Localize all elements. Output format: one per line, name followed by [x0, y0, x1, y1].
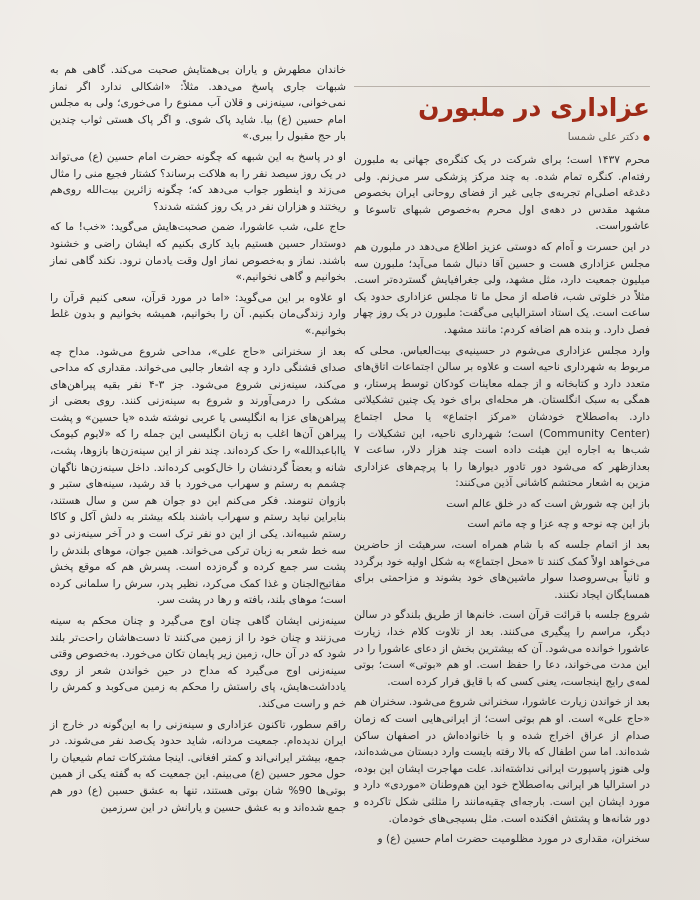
poem-line: باز این چه شورش است که در خلق عالم است [446, 497, 650, 510]
paragraph: او در پاسخ به این شبهه که چگونه حضرت امام حسین (ع) می‌تواند در یک روز سیصد نفر را به هلاکت برساند؟ کشتار فجیع منی را مثال می‌زند و اینطور جواب می‌دهد که؛ چگونه زائرین بیت‌الله روی‌هم ریختند و هزاران نفر در یک روز کشته شدند؟ [50, 150, 346, 213]
paragraph: راقم سطور، تاکنون عزاداری و سینه‌زنی را به این‌گونه در خارج از ایران ندیده‌ام. جمعیت مردانه، شاید حدود یک‌صد نفر می‌شوند. در جمع، بیشتر ایرانی‌اند و کمتر افغانی. اینجا مشترکات تمام شیعیان را حول محور حسین (ع) می‌بینم. این جمعیت که به گفته یکی از همین بوتی‌ها 90% شان بوتی هستند، تنها به عشق حسین (ع) دور هم جمع شده‌اند و به عشق حسین و یارانش در این سرزمین [50, 718, 346, 814]
paragraph: محرم ۱۴۳۷ است؛ برای شرکت در یک کنگره‌ی جهانی به ملبورن رفته‌ام. کنگره تمام شده. به چند مرکز پزشکی سر می‌زنم. ولی دغدغه اصلی‌ام تجربه‌ی جایی غیر از فضای روحانی ایران بخصوص مشهد مقدس در دهه‌ی اول محرم به‌خصوص شبهای تاسوعا و عاشوراست. [354, 154, 650, 233]
poem-line: باز این چه نوحه و چه عزا و چه ماتم است [467, 518, 650, 531]
paragraph: بعد از سخنرانی «حاج علی»، مداحی شروع می‌شود. مداح چه صدای قشنگی دارد و چه اشعار جالبی می‌خواند. مقداری که مداحی می‌کند، سینه‌زنی شروع می‌شود. جز ۳-۴ نفر بقیه پیراهن‌های مشکی را درمی‌آورند و شروع به سینه‌زنی کنند. روی بعضی از پیراهن‌های عزا به انگلیسی یا عربی نوشته شده «یا حسین» و پشت پیراهن آن‌ها اغلب به زبان انگلیسی این جمله را که «لایوم کیومک یااباعبدالله» را حک کرده‌اند. چند نفر از این سینه‌زن‌ها بازوها، پشت، شانه و بعضاً گردنشان را خال‌کوبی کرده‌اند. داخل سینه‌زن‌ها ناگهان چشمم به رستم و سهراب می‌خورد با قد رشید، سینه‌های ستبر و بازوان تنومند. فکر می‌کنم این دو جوان هم سن و سال هستند، بنابراین نباید رستم و سهراب باشند بلکه بیشتر به دلش آکل و کاکا رستم شبیه‌اند. یکی از این دو نفر ترک است و در آخر سینه‌زنی دو سه خط شعر به زبان ترکی می‌خواند. همین جوان، موهای بلندش را پشت سر جمع کرده و گره‌زده است. پسرش هم که موقع پخش مفاتیح‌الجنان و غذا کمک می‌کرد، نظیر پدر، سرش را سلمانی کرده است؛ موهای بلند، بافته و رها در پشت سر. [50, 345, 346, 607]
paragraph: سینه‌زنی ایشان گاهی چنان اوج می‌گیرد و چنان محکم به سینه می‌زنند و چنان خود را از زمین می‌کنند تا دست‌هاشان راحت‌تر بلند شود که در آن حال، زمین زیر پایمان تکان می‌خورد. به‌خصوص وقتی سینه‌زنی اوج می‌گیرد که مداح در حین خواندن شعر از روی یادداشت‌هایش، پای راستش را محکم به زمین می‌کوبد و کمرش را خم و راست می‌کند. [50, 615, 346, 710]
paragraph: خاندان مطهرش و یاران بی‌همتایش صحبت می‌کند. گاهی هم به شبهات جاری پاسخ می‌دهد. مثلاً: «اشکالی ندارد اگر نماز نمی‌خوانی، سینه‌زنی و قلان آب ممنوع را می‌خوری؛ ولی به مجلس امام حسین (ع) بیا. شاید پاک شوی. و اگر پاک هستی ثواب چندین بار حج مقبول را ببری.» [50, 64, 346, 143]
article-title: عزاداری در ملبورن [418, 93, 650, 122]
paragraph: وارد مجلس عزاداری می‌شوم در حسینیه‌ی بیت‌العباس. محلی که مربوط به شهرداری ناحیه است و علاوه بر سالن اجتماعات اتاق‌های متعدد دارد و کتابخانه و از جمله معاینات کودکان توسط پرستار، و همگی به سبک انگلستان. هر محله‌ای برای خود یک چنین تشکیلاتی دارد. به‌اصطلاح خودشان «مرکز اجتماع» یا محل اجتماع (Community Center) است؛ شهرداری ناحیه، این تشکیلات را شب‌ها به اجاره این هیئت داده است چند هزار دلار، ساعت ۷ بعدازظهر که می‌شود دور تادور دیوارها را با پرچم‌های عزاداری مزین به اشعار محتشم کاشانی آذین می‌کنند: [354, 344, 650, 490]
author-byline [354, 131, 650, 143]
paragraph: شروع جلسه با قرائت قرآن است. خانم‌ها از طریق بلندگو در سالن دیگر، مراسم را پیگیری می‌کنند. بعد از تلاوت کلام خدا، زیارت عاشورا خوانده می‌شود. آن که بیشترین بخش از دعای عاشورا را در این مدت می‌خواند، دعا را حفظ است. او هم «بوتی» است؛ بوتی لمه‌ی رایج اینجاست، یعنی کسی که با قایق فرار کرده است. [354, 609, 650, 688]
author-name: دکتر علی شمسا [567, 131, 640, 143]
left-column [50, 62, 346, 820]
right-column [354, 152, 650, 852]
paragraph: او علاوه بر این می‌گوید: «اما در مورد قرآن، سعی کنیم قرآن را وارد زندگی‌مان بکنیم. آن را بخوانیم، همیشه بخوانیم و بدون غلط بخوانیم.» [50, 291, 346, 337]
byline-bullet-icon: ● [643, 132, 650, 142]
paragraph: در این حسرت و آه‌ام که دوستی عزیز اطلاع می‌دهد در ملبورن هم مجلس عزاداری هست و حسین آقا دنبال شما می‌آید؛ ملبورن سه میلیون جمعیت دارد، مثل مشهد، ولی جغرافیایش گسترده‌تر است. مثلاً در خلوتی شب، فاصله از محل ما تا مجلس عزاداری حدود یک ساعت است. یک استاد استرالیایی می‌گفت: ملبورن در یک روز چهار فصل دارد. و بنده هم اضافه کردم: مانند مشهد. [354, 240, 650, 336]
paragraph: حاج علی، شب عاشورا، ضمن صحبت‌هایش می‌گوید: «خب! ما که دوستدار حسین هستیم باید کاری بکنیم که ایشان راضی و خشنود باشند. نماز و به‌خصوص نماز اول وقت یادمان نرود. نکند گاهی نماز بخوانیم و گاهی نخوانیم.» [50, 221, 346, 284]
paragraph: بعد از اتمام جلسه که با شام همراه است، سرهیئت از حاضرین می‌خواهد اولاً کمک کنند تا «محل اجتماع» به شکل اولیه خود برگردد و ثانیاً بی‌سروصدا سوار ماشین‌های خود بشوند و مزاحمتی برای همسایگان ایجاد نکنند. [354, 539, 650, 601]
paragraph: بعد از خواندن زیارت عاشورا، سخنرانی شروع می‌شود. سخنران هم «حاج علی» است. او هم بوتی است؛ از ایرانی‌هایی است که زمان صدام از عراق اخراج شده و با خانواده‌اش در اصفهان ساکن شده‌اند. اما سن اطفال که بالا رفته بایست وارد دبستان می‌شده‌اند، ولی هنوز پاسپورت ایرانی نداشته‌اند. علت مهاجرت ایشان این بوده، در استرالیا هر ایرانی به‌اصطلاح خود این هم‌وطنان «موردی» دارد و مورد ایشان این است. بارجه‌ای چقیه‌مانند را مثلثی شکل تاکرده و دور شانه‌ها و پشتش افکنده است. مثل بسیجی‌های خودمان. [354, 696, 650, 825]
title-rule [354, 86, 650, 87]
paragraph: سخنران، مقداری در مورد مظلومیت حضرت امام حسین (ع) و [377, 833, 650, 846]
